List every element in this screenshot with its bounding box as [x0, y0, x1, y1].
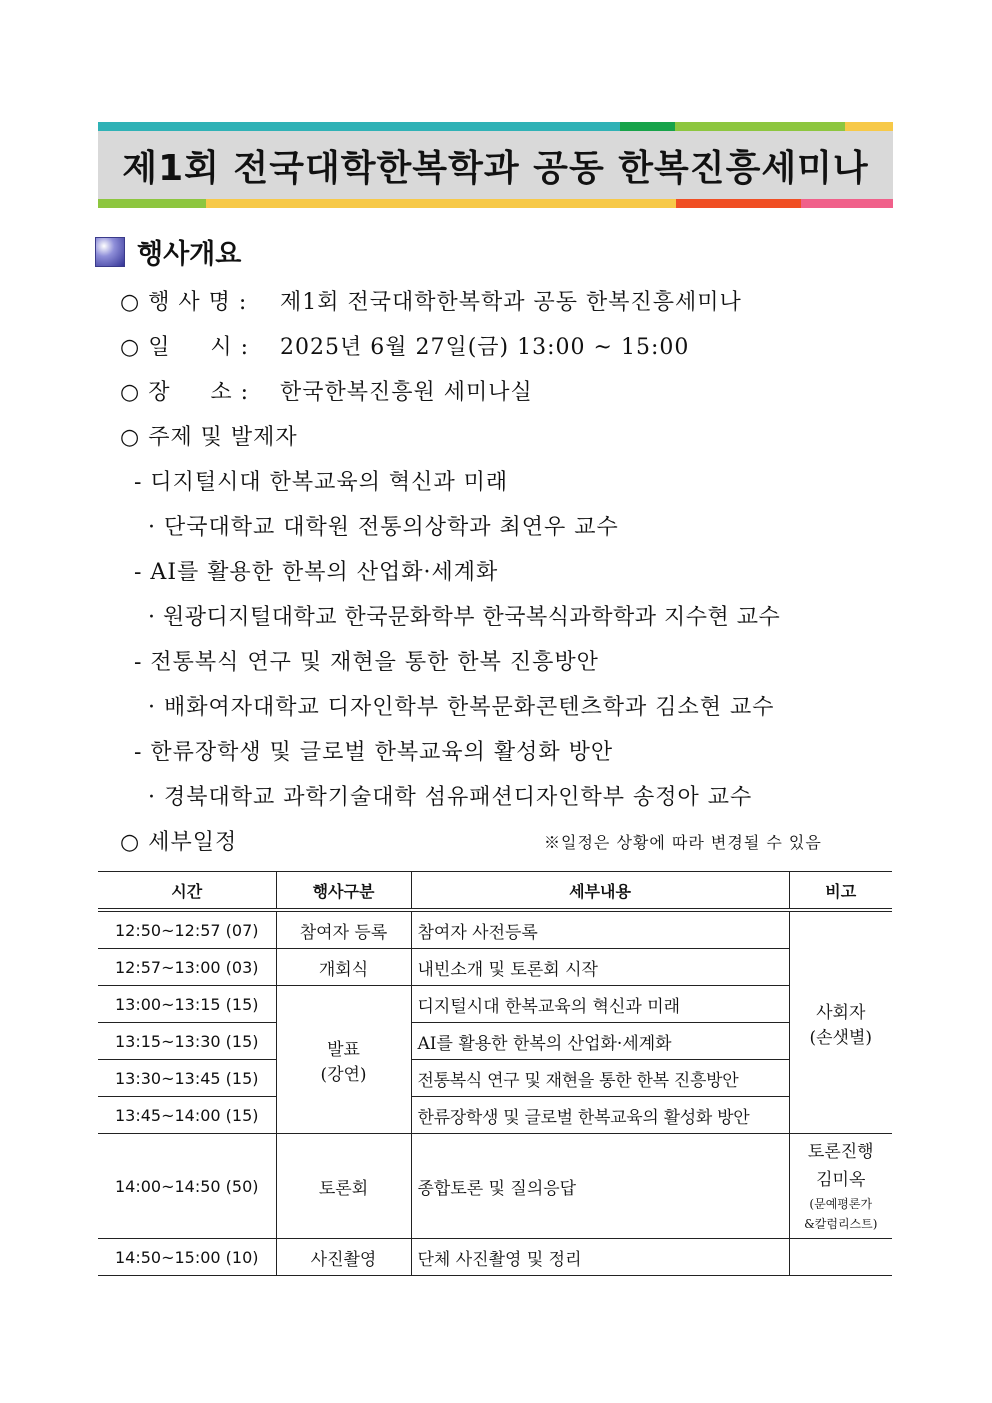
stripe-segment — [676, 199, 801, 208]
cell-time: 14:00~14:50 (50) — [98, 1134, 276, 1239]
schedule-label: ○ 세부일정 — [120, 830, 238, 855]
presentation-label: 발표 — [327, 1039, 360, 1060]
event-name-line — [120, 285, 742, 316]
event-date-line — [120, 330, 689, 361]
stripe-segment — [845, 122, 893, 131]
title-banner — [98, 122, 893, 208]
cell-category: 참여자 등록 — [276, 910, 411, 949]
topic-presenter: · 배화여자대학교 디자인학부 한복문화콘텐츠학과 김소현 교수 — [148, 695, 775, 720]
topic-presenter: · 단국대학교 대학원 전통의상학과 최연우 교수 — [148, 515, 619, 540]
stripe-segment — [98, 199, 206, 208]
event-date-value: 2025년 6월 27일(금) 13:00 ~ 15:00 — [280, 335, 690, 360]
cell-note-moderator — [789, 910, 892, 1134]
header-time: 시간 — [98, 872, 276, 911]
table-row — [98, 949, 892, 986]
moderator-title: 사회자 — [816, 1002, 866, 1023]
cell-detail: 내빈소개 및 토론회 시작 — [411, 949, 789, 986]
cell-detail: 참여자 사전등록 — [411, 910, 789, 949]
header-note: 비고 — [789, 872, 892, 911]
table-row — [98, 986, 892, 1023]
schedule-note: ※일정은 상황에 따라 변경될 수 있음 — [544, 833, 822, 852]
table-row — [98, 1134, 892, 1239]
banner-bottom-stripe — [98, 199, 893, 208]
cell-category: 개회식 — [276, 949, 411, 986]
schedule-table — [98, 871, 892, 1276]
topic-title: - 전통복식 연구 및 재현을 통한 한복 진흥방안 — [134, 650, 599, 675]
cell-time: 13:30~13:45 (15) — [98, 1060, 276, 1097]
cell-time: 13:00~13:15 (15) — [98, 986, 276, 1023]
cell-time: 12:57~13:00 (03) — [98, 949, 276, 986]
stripe-segment — [360, 122, 620, 131]
header-detail: 세부내용 — [411, 872, 789, 911]
page-title: 제1회 전국대학한복학과 공동 한복진흥세미나 — [122, 147, 869, 189]
banner-top-stripe — [98, 122, 893, 131]
cell-category: 토론회 — [276, 1134, 411, 1239]
topics-label: ○ 주제 및 발제자 — [120, 425, 298, 450]
stripe-segment — [98, 122, 360, 131]
cell-category: 사진촬영 — [276, 1239, 411, 1276]
cell-note-empty — [789, 1239, 892, 1276]
discussion-name: 김미옥 — [816, 1170, 866, 1190]
table-header-row — [98, 872, 892, 911]
cell-detail: 단체 사진촬영 및 정리 — [411, 1239, 789, 1276]
topic-title: - AI를 활용한 한복의 산업화·세계화 — [134, 560, 499, 585]
table-row — [98, 910, 892, 949]
stripe-segment — [206, 199, 676, 208]
cell-detail: 전통복식 연구 및 재현을 통한 한복 진흥방안 — [411, 1060, 789, 1097]
section-title: 행사개요 — [137, 239, 242, 270]
discussion-title-2: &칼럼리스트) — [804, 1217, 878, 1231]
discussion-title: (문예평론가 — [809, 1197, 873, 1211]
topic-presenter: · 원광디지털대학교 한국문화학부 한국복식과학학과 지수현 교수 — [148, 605, 781, 630]
moderator-name: (손샛별) — [809, 1027, 873, 1048]
cell-time: 14:50~15:00 (10) — [98, 1239, 276, 1276]
table-row — [98, 1097, 892, 1134]
table-row — [98, 1060, 892, 1097]
section-heading — [95, 232, 241, 271]
event-place-line — [120, 375, 533, 406]
stripe-segment — [620, 122, 675, 131]
cell-time: 12:50~12:57 (07) — [98, 910, 276, 949]
topic-presenter: · 경북대학교 과학기술대학 섬유패션디자인학부 송정아 교수 — [148, 785, 753, 810]
event-date-label: ○ 일 시 : — [120, 335, 250, 360]
topic-title: - 디지털시대 한복교육의 혁신과 미래 — [134, 470, 509, 495]
square-bullet-icon — [95, 237, 125, 267]
discussion-role: 토론진행 — [807, 1142, 874, 1162]
cell-time: 13:15~13:30 (15) — [98, 1023, 276, 1060]
cell-detail: 디지털시대 한복교육의 혁신과 미래 — [411, 986, 789, 1023]
table-row — [98, 1239, 892, 1276]
event-name-value: 제1회 전국대학한복학과 공동 한복진흥세미나 — [280, 290, 742, 315]
cell-time: 13:45~14:00 (15) — [98, 1097, 276, 1134]
header-category: 행사구분 — [276, 872, 411, 911]
presentation-sub-label: (강연) — [320, 1064, 367, 1085]
stripe-segment — [675, 122, 845, 131]
table-row — [98, 1023, 892, 1060]
cell-detail: 종합토론 및 질의응답 — [411, 1134, 789, 1239]
event-place-label: ○ 장 소 : — [120, 380, 250, 405]
cell-detail: AI를 활용한 한복의 산업화·세계화 — [411, 1023, 789, 1060]
event-place-value: 한국한복진흥원 세미나실 — [280, 380, 533, 405]
title-box — [98, 131, 893, 199]
stripe-segment — [801, 199, 893, 208]
topic-title: - 한류장학생 및 글로벌 한복교육의 활성화 방안 — [134, 740, 614, 765]
cell-category-presentation — [276, 986, 411, 1134]
cell-detail: 한류장학생 및 글로벌 한복교육의 활성화 방안 — [411, 1097, 789, 1134]
cell-note-discussion — [789, 1134, 892, 1239]
event-name-label: ○ 행 사 명 : — [120, 290, 248, 315]
